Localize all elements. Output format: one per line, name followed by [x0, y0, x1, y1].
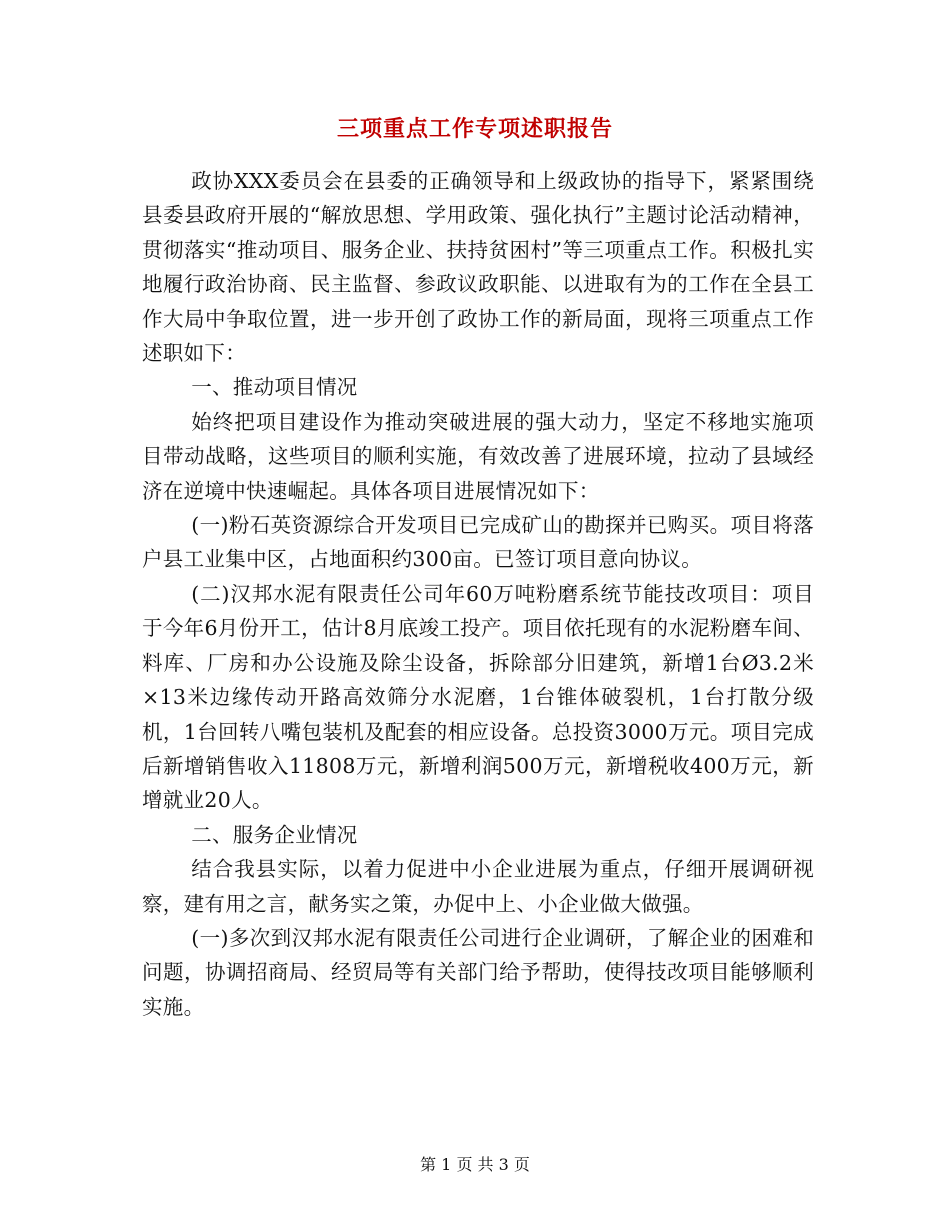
- section-heading-enterprise: 二、服务企业情况: [191, 822, 358, 847]
- document-title: 三项重点工作专项述职报告: [336, 116, 613, 142]
- enterprise-item-1: (一)多次到汉邦水泥有限责任公司进行企业调研，了解企业的困难和问题，协调招商局、经贸局等有关部门给予帮助，使得技改项目能够顺利实施。: [142, 925, 814, 1019]
- section-heading-projects: 一、推动项目情况: [191, 375, 358, 400]
- project-item-2: (二)汉邦水泥有限责任公司年60万吨粉磨系统节能技改项目：项目于今年6月份开工，估计8月底竣工投产。项目依托现有的水泥粉磨车间、料库、厂房和办公设施及除尘设备，拆除部分旧建筑，新增1台Ø3.2米×13米边缘传动开路高效筛分水泥磨，1台锥体破裂机，1台打散分级机，1台回转八嘴包装机及配套的相应设备。总投资3000万元。项目完成后新增销售收入11808万元，新增利润500万元，新增税收400万元，新增就业20人。: [142, 581, 814, 813]
- project-item-1: (一)粉石英资源综合开发项目已完成矿山的勘探并已购买。项目将落户县工业集中区，占地面积约300亩。已签订项目意向协议。: [142, 513, 814, 572]
- projects-paragraph: 始终把项目建设作为推动突破进展的强大动力，坚定不移地实施项目带动战略，这些项目的顺利实施，有效改善了进展环境，拉动了县域经济在逆境中快速崛起。具体各项目进展情况如下：: [142, 409, 814, 503]
- page-number-footer: 第 1 页 共 3 页: [420, 1155, 530, 1174]
- intro-paragraph: 政协XXX委员会在县委的正确领导和上级政协的指导下，紧紧围绕县委县政府开展的“解放思想、学用政策、强化执行”主题讨论活动精神，贯彻落实“推动项目、服务企业、扶持贫困村”等三项重点工作。积极扎实地履行政治协商、民主监督、参政议政职能、以进取有为的工作在全县工作大局中争取位置，进一步开创了政协工作的新局面，现将三项重点工作述职如下：: [142, 169, 814, 366]
- document-body: [142, 164, 814, 1024]
- enterprise-paragraph: 结合我县实际，以着力促进中小企业进展为重点，仔细开展调研视察，建有用之言，献务实之策，办促中上、小企业做大做强。: [142, 857, 814, 916]
